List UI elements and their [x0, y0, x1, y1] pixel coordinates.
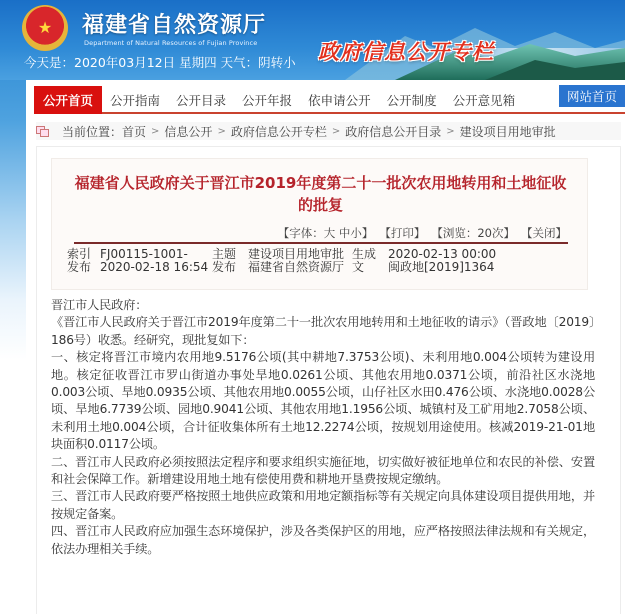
font-size-tool [278, 225, 374, 241]
site-title: 福建省自然资源厅 [82, 12, 267, 38]
date-weather-line: 今天是：2020年03月12日 星期四 天气：阴转小 [24, 55, 296, 70]
article-tools [278, 225, 567, 241]
nav-item-guide[interactable]: 公开指南 [110, 93, 161, 108]
meta-label-created: 生成 [352, 247, 377, 261]
meta-value-topic: 建设项目用地审批 [248, 247, 345, 261]
article-paragraph: 三、晋江市人民政府要严格按照土地供应政策和用地定额指标等有关规定向具体建设项目提供用地，并按规定备案。 [51, 489, 595, 521]
meta-label-doc-no: 文 [352, 260, 365, 274]
breadcrumb-home[interactable]: 首页 [122, 124, 147, 139]
special-column-title: 政府信息公开专栏 [318, 40, 494, 64]
article-meta [67, 248, 577, 274]
nav-item-home[interactable]: 公开首页 [34, 86, 102, 114]
article-title: 福建省人民政府关于晋江市2019年度第二十一批次农用地转用和土地征收的批复 [74, 174, 567, 214]
nav-item-annual-report[interactable]: 公开年报 [242, 93, 293, 108]
view-count: 【浏览：20次】 [431, 226, 515, 240]
breadcrumb-separator: > [331, 125, 341, 137]
breadcrumb-public-column[interactable]: 政府信息公开专栏 [230, 124, 327, 139]
breadcrumb-current[interactable]: 建设项目用地审批 [459, 124, 556, 139]
article-salutation: 晋江市人民政府： [51, 298, 148, 312]
meta-value-publisher: 福建省自然资源厅 [248, 260, 345, 274]
site-subtitle: Department of Natural Resources of Fujian Province [84, 39, 258, 47]
meta-value-created: 2020-02-13 00:00 [388, 247, 497, 261]
article-paragraph: 四、晋江市人民政府应加强生态环境保护，涉及各类保护区的用地，应严格按照法律法规和有关规定，依法办理相关手续。 [51, 524, 595, 556]
close-button[interactable]: 【关闭】 [521, 226, 567, 240]
font-medium-button[interactable]: 中 [338, 226, 351, 240]
meta-value-index: FJ00115-1001- [100, 247, 188, 261]
nav-item-rules[interactable]: 公开制度 [386, 93, 437, 108]
breadcrumb-separator: > [217, 125, 226, 137]
print-button[interactable]: 【打印】 [379, 226, 426, 240]
breadcrumb-info-public[interactable]: 信息公开 [164, 124, 213, 139]
nav-item-catalog[interactable]: 公开目录 [176, 93, 227, 108]
article-header [51, 158, 588, 290]
breadcrumb-public-catalog[interactable]: 政府信息公开目录 [345, 124, 442, 139]
meta-value-doc-no: 闽政地[2019]1364 [388, 260, 495, 274]
divider [74, 242, 568, 244]
article-paragraph: 二、晋江市人民政府必须按照法定程序和要求组织实施征地，切实做好被征地单位和农民的补偿、安置和社会保障工作。新增建设用地土地有偿使用费和耕地开垦费按规定缴纳。 [51, 454, 595, 487]
location-icon [36, 126, 48, 136]
meta-value-published: 2020-02-18 16:54 [100, 260, 209, 274]
breadcrumb-prefix: 当前位置： [62, 124, 123, 139]
national-emblem-icon: ★ [22, 5, 68, 51]
meta-label-published: 发布 [67, 260, 92, 274]
top-nav [34, 84, 625, 114]
meta-row [67, 261, 577, 274]
font-size-label: 【字体： [277, 226, 324, 240]
site-home-button[interactable]: 网站首页 [559, 85, 625, 107]
article-body [51, 297, 595, 558]
breadcrumb-separator: > [151, 125, 160, 137]
meta-label-index: 索引 [67, 247, 92, 261]
font-size-suffix: 】 [361, 226, 374, 240]
content-frame [36, 146, 621, 614]
article-paragraph: 一、核定将晋江市境内农用地9.5176公顷(其中耕地7.3753公顷)、未利用地0.004公顷转为建设用地。核定征收晋江市罗山街道办事处旱地0.0261公顷、其他农用地0.0371公顷，前沿社区水浇地0.003公顷、旱地0.0935公顷、其他农用地0.0055公顷，山仔社区水田0.476公顷、水浇地0.0028公顷、旱地6.7739公顷、园地0.9041公顷、其他农用地1.1956公顷、城镇村及工矿用地2.7058公顷、未利用土地0.004公顷，合计征收集体所有土地12.2274公顷，按规划用途使用。核减2019-21-01地块面积0.0117公顷。 [51, 350, 595, 452]
font-small-button[interactable]: 小 [350, 226, 362, 240]
article-paragraph: 《晋江市人民政府关于晋江市2019年度第二十一批次农用地转用和土地征收的请示》（晋政地〔2019〕186号）收悉。经研究，现批复如下： [51, 315, 595, 347]
meta-label-topic: 主题 [212, 247, 237, 261]
breadcrumb [36, 122, 621, 140]
breadcrumb-separator: > [446, 125, 455, 137]
font-large-button[interactable]: 大 [323, 226, 336, 240]
main-panel [26, 80, 625, 614]
meta-label-publisher: 发布 [212, 260, 237, 274]
nav-item-request[interactable]: 依申请公开 [308, 93, 371, 108]
header-banner [0, 0, 625, 80]
nav-item-feedback[interactable]: 公开意见箱 [452, 93, 516, 108]
